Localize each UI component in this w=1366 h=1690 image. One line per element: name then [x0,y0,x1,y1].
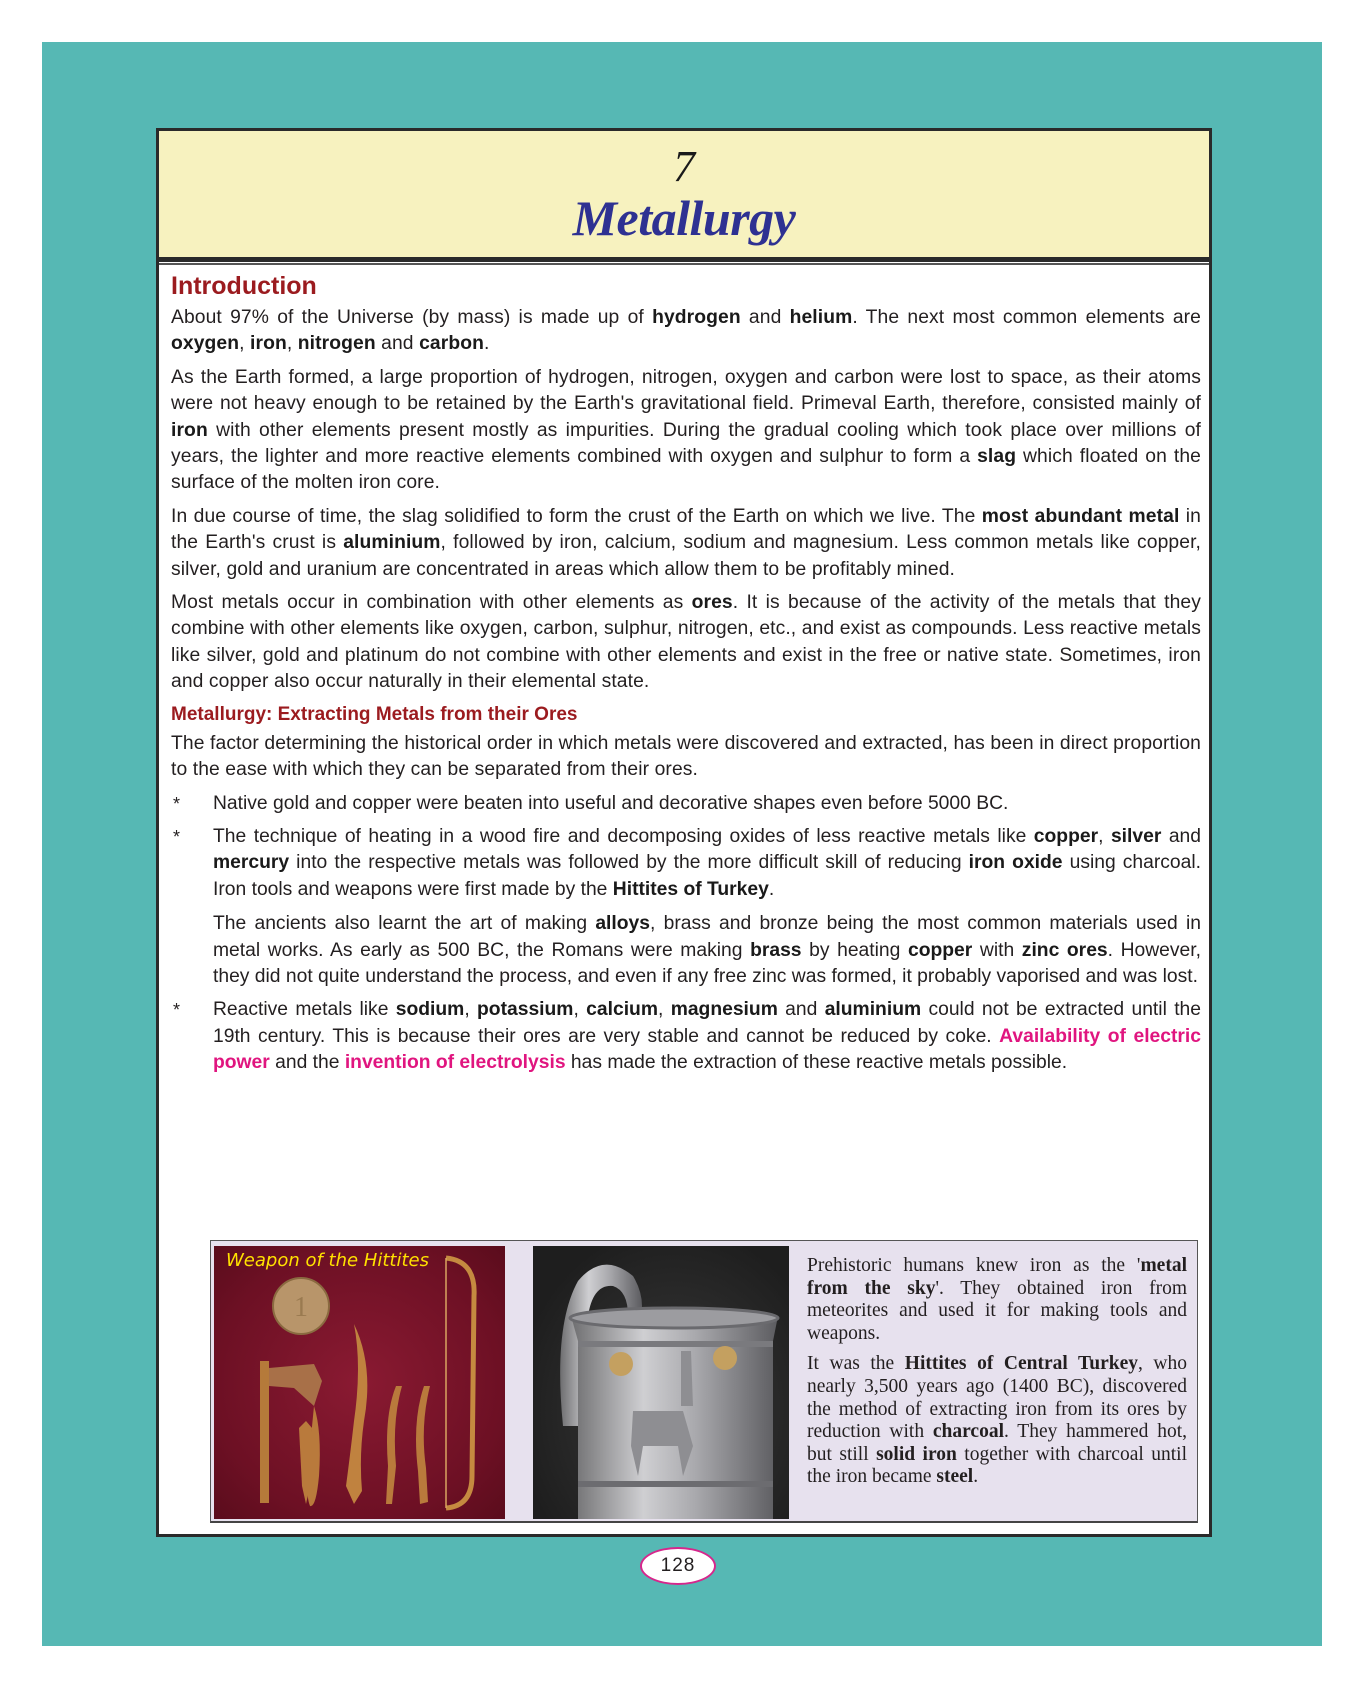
asterisk-bullet-icon: * [173,1000,181,1021]
sub-heading-extracting-metals: Metallurgy: Extracting Metals from their Ores [171,703,578,725]
chapter-title: Metallurgy [572,190,796,246]
hittites-callout-box [210,1240,1198,1523]
header-divider [159,263,1209,265]
chapter-header [159,131,1209,262]
weapons-illustration-icon [214,1246,505,1519]
svg-text:1: 1 [294,1292,308,1323]
page-number-badge: 128 [640,1547,716,1585]
intro-paragraph-2: As the Earth formed, a large proportion of hydrogen, nitrogen, oxygen and carbon were lost to space, as their atoms were not heavy enough to be retained by the Earth's gravitational field. Primeval Earth, therefore, consisted mainly of iron with other elements present mostly as impurities. During the gradual cooling which took place over millions of years, the lighter and more reactive elements combined with oxygen and sulphur to form a slag which floated on the surface of the molten iron core. [171,366,1201,494]
hittite-silver-cup-photo [533,1246,789,1519]
photo-caption-weapons: Weapon of the Hittites [226,1250,429,1271]
intro-paragraph-4: Most metals occur in combination with other elements as ores. It is because of the activity of the metals that they combine with other elements like oxygen, carbon, sulphur, nitrogen, etc., and exist as compounds. Less reactive metals like silver, gold and platinum do not combine with other elements and exist in the free or native state. Sometimes, iron and copper also occur naturally in their elemental state. [171,592,1201,693]
history-bullet-list [171,791,1201,1077]
highlight-electric-power: Availability of electric power [213,1025,1202,1074]
bullet-item-native-metals: * Native gold and copper were beaten into useful and decorative shapes even before 5000 BC. [171,791,1201,817]
intro-paragraph-3: In due course of time, the slag solidified to form the crust of the Earth on which we live. The most abundant metal in the Earth's crust is aluminium, followed by iron, calcium, sodium and magnesium. Less common metals like copper, silver, gold and uranium are concentrated in areas which allow them to be profitably mined. [171,505,1201,580]
bullet-continuation-alloys: The ancients also learnt the art of making alloys, brass and bronze being the most common materials used in metal works. As early as 500 BC, the Romans were making brass by heating copper with zinc ores. However, they did not quite understand the process, and even if any free zinc was formed, it probably vaporised and was lost. [213,913,1201,987]
asterisk-bullet-icon: * [173,826,181,847]
extraction-paragraph: The factor determining the historical order in which metals were discovered and extracted, has been in direct proportion to the ease with which they can be separated from their ores. [171,732,1201,781]
callout-text [807,1255,1187,1497]
hittite-weapons-photo [214,1246,505,1519]
highlight-electrolysis: invention of electrolysis [344,1052,566,1074]
chapter-content [171,271,1201,1084]
chapter-number: 7 [673,142,695,191]
intro-paragraph-1: About 97% of the Universe (by mass) is made up of hydrogen and helium. The next most common elements are oxygen, iron, nitrogen and carbon. [171,307,1201,355]
silver-cup-illustration-icon [533,1246,789,1519]
bullet-item-reactive-metals: * Reactive metals like sodium, potassium, calcium, magnesium and aluminium could not be extracted until the 19th century. This is because their ores are very stable and cannot be reduced by coke. Availability of electric power and the invention of electrolysis has made the extraction of these reactive metals possible. [173,999,1202,1074]
callout-paragraph-1: Prehistoric humans knew iron as the 'metal from the sky'. They obtained iron from meteorites and used it for making tools and weapons. [807,1255,1187,1344]
bullet-item-reduction: * The technique of heating in a wood fire and decomposing oxides of less reactive metals like copper, silver and mercury into the respective metals was followed by the more difficult skill of reducing iron oxide using charcoal. Iron tools and weapons were first made by the Hittites of Turkey. [173,825,1202,900]
section-heading-introduction: Introduction [171,272,317,300]
asterisk-bullet-icon: * [173,793,181,814]
chapter-page [156,128,1212,1537]
callout-paragraph-2: It was the Hittites of Central Turkey, who nearly 3,500 years ago (1400 BC), discovered the method of extracting iron from its ores by reduction with charcoal. They hammered hot, but still solid iron together with charcoal until the iron became steel. [807,1353,1188,1488]
